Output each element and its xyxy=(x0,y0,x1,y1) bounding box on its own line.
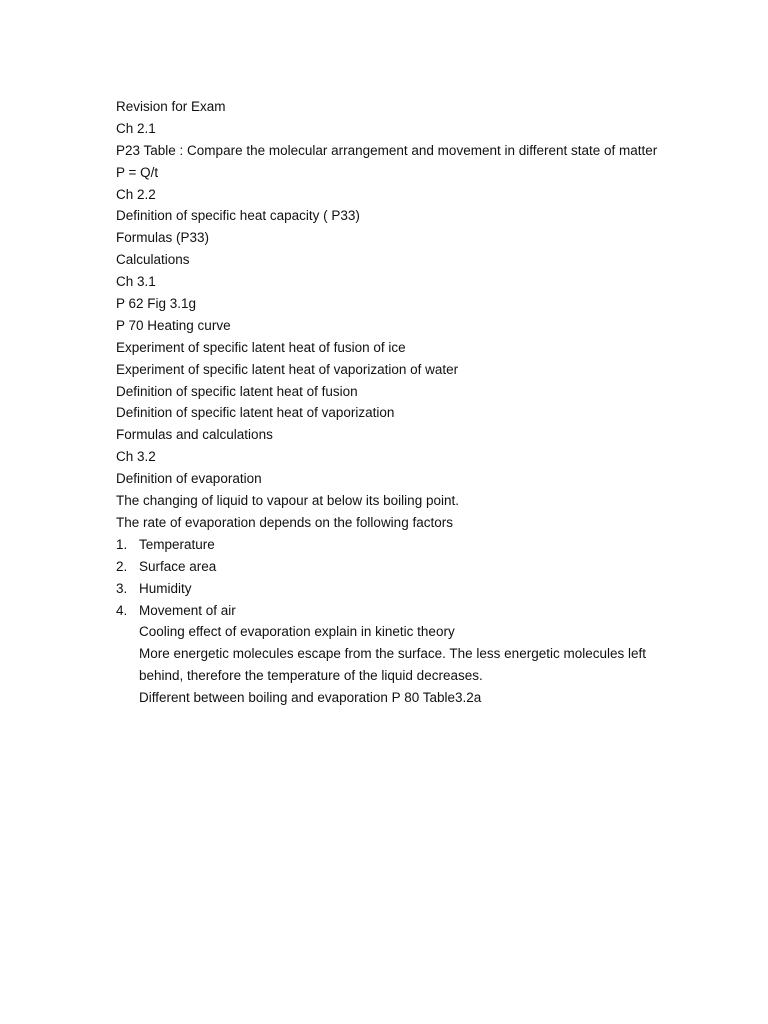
text-line: Definition of evaporation xyxy=(116,471,262,487)
text-line: Experiment of specific latent heat of vaporization of water xyxy=(116,361,459,377)
list-text: Movement of air xyxy=(139,602,236,618)
text-line: Definition of specific latent heat of fusion xyxy=(116,383,358,399)
text-line: Definition of specific latent heat of vaporization xyxy=(116,405,395,421)
chapter-heading: Ch 3.1 xyxy=(116,274,156,290)
list-number: 4. xyxy=(116,602,128,618)
doc-title: Revision for Exam xyxy=(116,99,226,114)
indented-text: Cooling effect of evaporation explain in kinetic theory xyxy=(139,624,455,640)
indented-paragraph: More energetic molecules escape from the surface. The less energetic molecules left behind, therefore the temperature of the liquid decreases. xyxy=(139,646,646,684)
text-line: Formulas (P33) xyxy=(116,230,210,246)
list-text: Humidity xyxy=(139,580,192,596)
text-line: Formulas and calculations xyxy=(116,427,273,443)
list-number: 3. xyxy=(116,580,128,596)
text-line: Experiment of specific latent heat of fusion of ice xyxy=(116,339,406,355)
text-line: The rate of evaporation depends on the following factors xyxy=(116,514,453,530)
list-item xyxy=(116,600,676,622)
indented-text: Different between boiling and evaporation P 80 Table3.2a xyxy=(139,690,482,706)
chapter-heading: Ch 3.2 xyxy=(116,449,156,465)
text-line: Calculations xyxy=(116,252,190,268)
list-item xyxy=(116,534,676,556)
formula-line: P = Q/t xyxy=(116,164,159,180)
text-line: P 62 Fig 3.1g xyxy=(116,296,197,312)
text-line: P23 Table : Compare the molecular arrangement and movement in different state of matter xyxy=(116,142,658,158)
list-item xyxy=(116,556,676,578)
list-item xyxy=(116,578,676,600)
chapter-heading: Ch 2.2 xyxy=(116,186,156,202)
chapter-heading: Ch 2.1 xyxy=(116,120,156,136)
list-text: Surface area xyxy=(139,558,217,574)
text-line: Definition of specific heat capacity ( P33) xyxy=(116,208,360,224)
text-line: P 70 Heating curve xyxy=(116,317,231,333)
list-text: Temperature xyxy=(139,536,215,552)
document-body xyxy=(116,96,676,709)
list-number: 1. xyxy=(116,536,128,552)
list-number: 2. xyxy=(116,558,128,574)
text-line: The changing of liquid to vapour at below its boiling point. xyxy=(116,493,459,509)
